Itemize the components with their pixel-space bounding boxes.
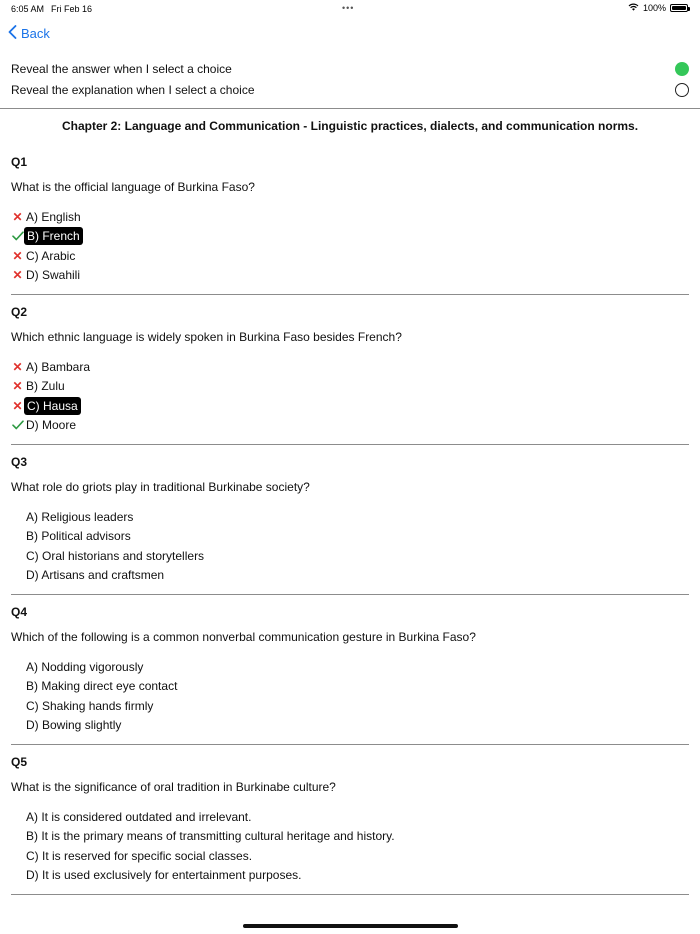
answer-option-text: B) French [24,227,83,245]
question-label: Q1 [11,155,28,169]
answer-option-text: A) Religious leaders [26,509,134,524]
answer-option[interactable] [11,416,78,435]
answer-option[interactable] [11,207,83,226]
question-1 [11,155,689,305]
answer-option-text: A) Nodding vigorously [26,659,144,674]
answer-option[interactable] [11,827,397,846]
home-indicator[interactable] [243,924,458,928]
answer-option[interactable] [11,396,81,415]
question-label: Q4 [11,605,28,619]
status-indicators [628,3,688,13]
answer-option-text: D) Moore [26,418,77,432]
answer-option[interactable] [11,716,123,735]
question-divider [11,594,689,595]
battery-percent: 100% [642,3,666,13]
back-label: Back [21,26,50,41]
question-5 [11,755,689,905]
answer-option-text: A) English [26,209,81,224]
reveal-answer-row [0,59,700,79]
question-4 [11,605,689,755]
question-3 [11,455,689,605]
cross-icon: ✕ [12,268,23,282]
answer-option-text: A) It is considered outdated and irrelevant. [26,809,252,824]
question-text: Which ethnic language is widely spoken in Burkina Faso besides French? [11,330,402,344]
answer-option[interactable] [11,546,206,565]
answer-option[interactable] [11,866,303,885]
cross-icon: ✕ [12,209,23,224]
chevron-left-icon [8,25,17,42]
answer-option[interactable] [11,696,155,715]
answer-option-text: D) It is used exclusively for entertainment purposes. [26,868,302,882]
question-text: What role do griots play in traditional Burkinabe society? [11,480,310,494]
back-button[interactable] [8,25,50,42]
answer-option-text: B) It is the primary means of transmitting cultural heritage and history. [26,829,395,843]
cross-icon: ✕ [12,248,23,263]
cross-icon: ✕ [12,398,23,413]
header-divider [0,108,700,109]
answer-option[interactable] [11,227,83,246]
question-divider [11,744,689,745]
answer-option[interactable] [11,246,77,265]
reveal-answer-toggle[interactable] [675,62,689,76]
answer-option[interactable] [11,357,92,376]
cross-icon: ✕ [12,359,23,374]
answer-option[interactable] [11,677,179,696]
answer-option-text: D) Bowing slightly [26,718,122,732]
reveal-explanation-toggle[interactable] [675,83,689,97]
question-label: Q3 [11,455,28,469]
answer-option[interactable] [11,507,135,526]
answer-option-text: D) Artisans and craftsmen [26,568,165,582]
question-label: Q5 [11,755,28,769]
reveal-explanation-label: Reveal the explanation when I select a choice [11,83,255,97]
wifi-icon [628,3,639,13]
question-text: What is the official language of Burkina Faso? [11,180,255,194]
checkmark-icon [11,231,24,241]
answer-option[interactable] [11,846,254,865]
answer-option-text: A) Bambara [26,359,91,374]
answer-option-text: C) Arabic [26,248,76,263]
question-text: Which of the following is a common nonverbal communication gesture in Burkina Faso? [11,630,476,644]
answer-option[interactable] [11,527,133,546]
question-2 [11,305,689,455]
answer-option-text: B) Political advisors [26,529,131,543]
battery-icon [670,4,688,12]
answer-option-text: C) It is reserved for specific social classes. [26,848,253,863]
reveal-answer-label: Reveal the answer when I select a choice [11,62,232,76]
chapter-title: Chapter 2: Language and Communication - Linguistic practices, dialects, and communication norms. [61,119,639,133]
answer-option-text: B) Making direct eye contact [26,679,178,693]
answer-option[interactable] [11,266,82,285]
answer-option-text: C) Hausa [24,397,81,415]
answer-option[interactable] [11,657,145,676]
multitasking-dots-icon[interactable]: ••• [342,3,355,13]
status-time: 6:05 AM [11,4,45,14]
question-divider [11,294,689,295]
checkmark-icon [11,420,24,430]
answer-option[interactable] [11,377,67,396]
cross-icon: ✕ [12,379,23,393]
status-bar [0,0,700,18]
question-divider [11,894,689,895]
question-label: Q2 [11,305,28,319]
status-date: Fri Feb 16 [51,4,93,14]
answer-option[interactable] [11,566,166,585]
question-text: What is the significance of oral tradition in Burkinabe culture? [11,780,336,794]
answer-option[interactable] [11,807,253,826]
answer-option-text: C) Shaking hands firmly [26,698,154,713]
answer-option-text: D) Swahili [26,268,81,282]
answer-option-text: C) Oral historians and storytellers [26,548,205,563]
answer-option-text: B) Zulu [26,379,65,393]
reveal-explanation-row [0,80,700,100]
question-divider [11,444,689,445]
